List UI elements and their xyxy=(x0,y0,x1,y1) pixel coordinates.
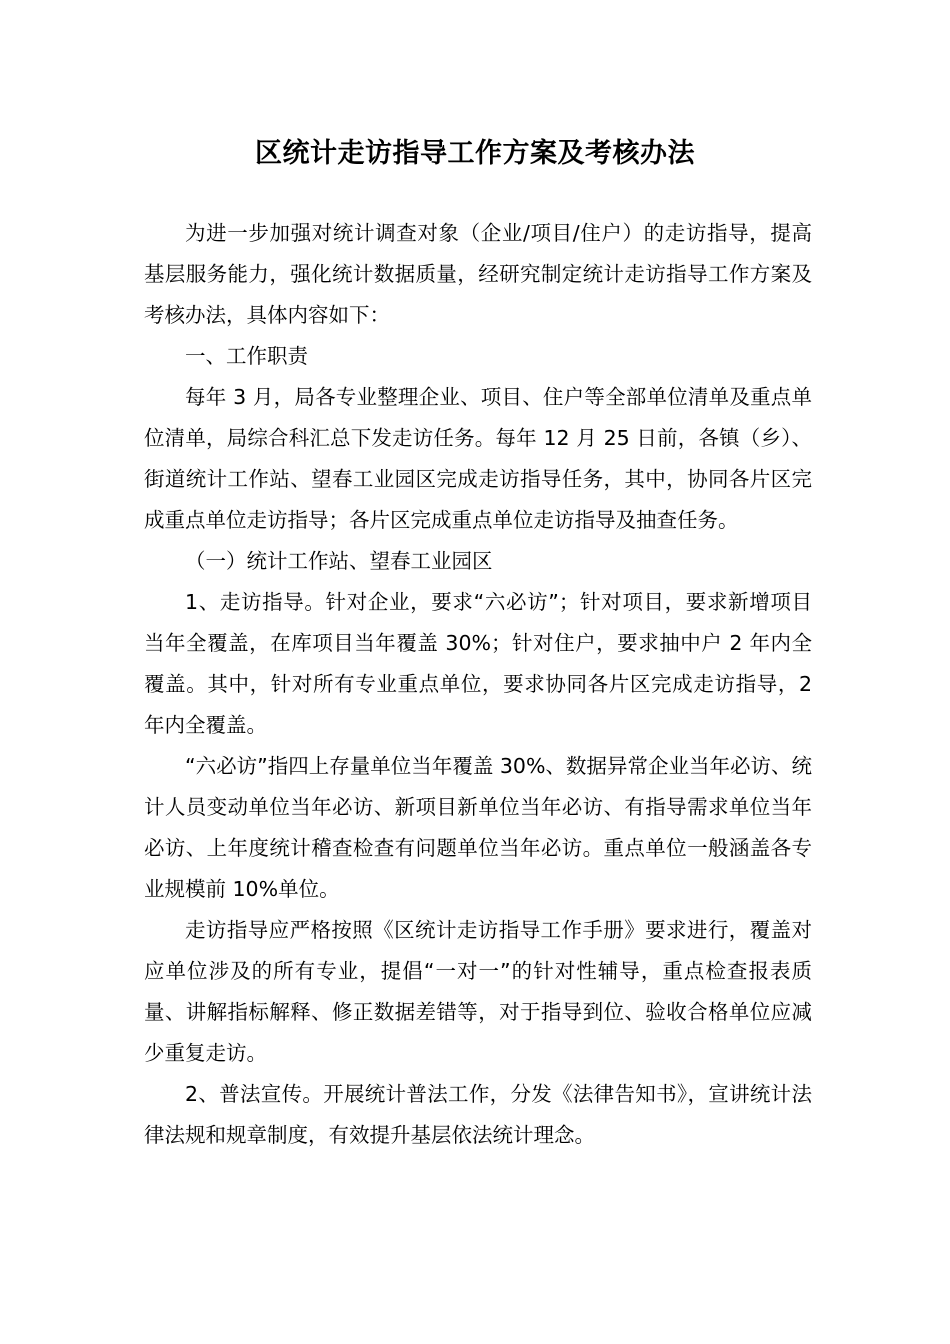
subsection-heading-stations: （一）统计工作站、望春工业园区 xyxy=(185,549,493,573)
law-promotion-paragraph: 2、普法宣传。开展统计普法工作，分发《法律告知书》，宣讲统计法律法规和规章制度，有效提升基层依法统计理念。 xyxy=(144,1082,812,1147)
duties-paragraph: 每年 3 月，局各专业整理企业、项目、住户等全部单位清单及重点单位清单，局综合科汇总下发走访任务。每年 12 月 25 日前，各镇（乡）、街道统计工作站、望春工业园区完成走访指导任务，其中，协同各片区完成重点单位走访指导；各片区完成重点单位走访指导及抽查任务。 xyxy=(144,385,812,532)
visit-requirements-paragraph: 走访指导应严格按照《区统计走访指导工作手册》要求进行，覆盖对应单位涉及的所有专业，提倡“一对一”的针对性辅导，重点检查报表质量、讲解指标解释、修正数据差错等，对于指导到位、验收合格单位应减少重复走访。 xyxy=(144,918,812,1065)
document-body xyxy=(144,213,812,1156)
section-heading-duties: 一、工作职责 xyxy=(185,344,308,368)
six-visits-paragraph: “六必访”指四上存量单位当年覆盖 30%、数据异常企业当年必访、统计人员变动单位当年必访、新项目新单位当年必访、有指导需求单位当年必访、上年度统计稽查检查有问题单位当年必访。重点单位一般涵盖各专业规模前 10%单位。 xyxy=(144,754,812,901)
intro-paragraph: 为进一步加强对统计调查对象（企业/项目/住户）的走访指导，提高基层服务能力，强化统计数据质量，经研究制定统计走访指导工作方案及考核办法，具体内容如下： xyxy=(144,221,812,327)
document-title: 区统计走访指导工作方案及考核办法 xyxy=(255,138,695,169)
visit-guidance-paragraph: 1、走访指导。针对企业，要求“六必访”；针对项目，要求新增项目当年全覆盖，在库项目当年覆盖 30%；针对住户，要求抽中户 2 年内全覆盖。其中，针对所有专业重点单位，要求协同各片区完成走访指导，2 年内全覆盖。 xyxy=(144,590,812,737)
